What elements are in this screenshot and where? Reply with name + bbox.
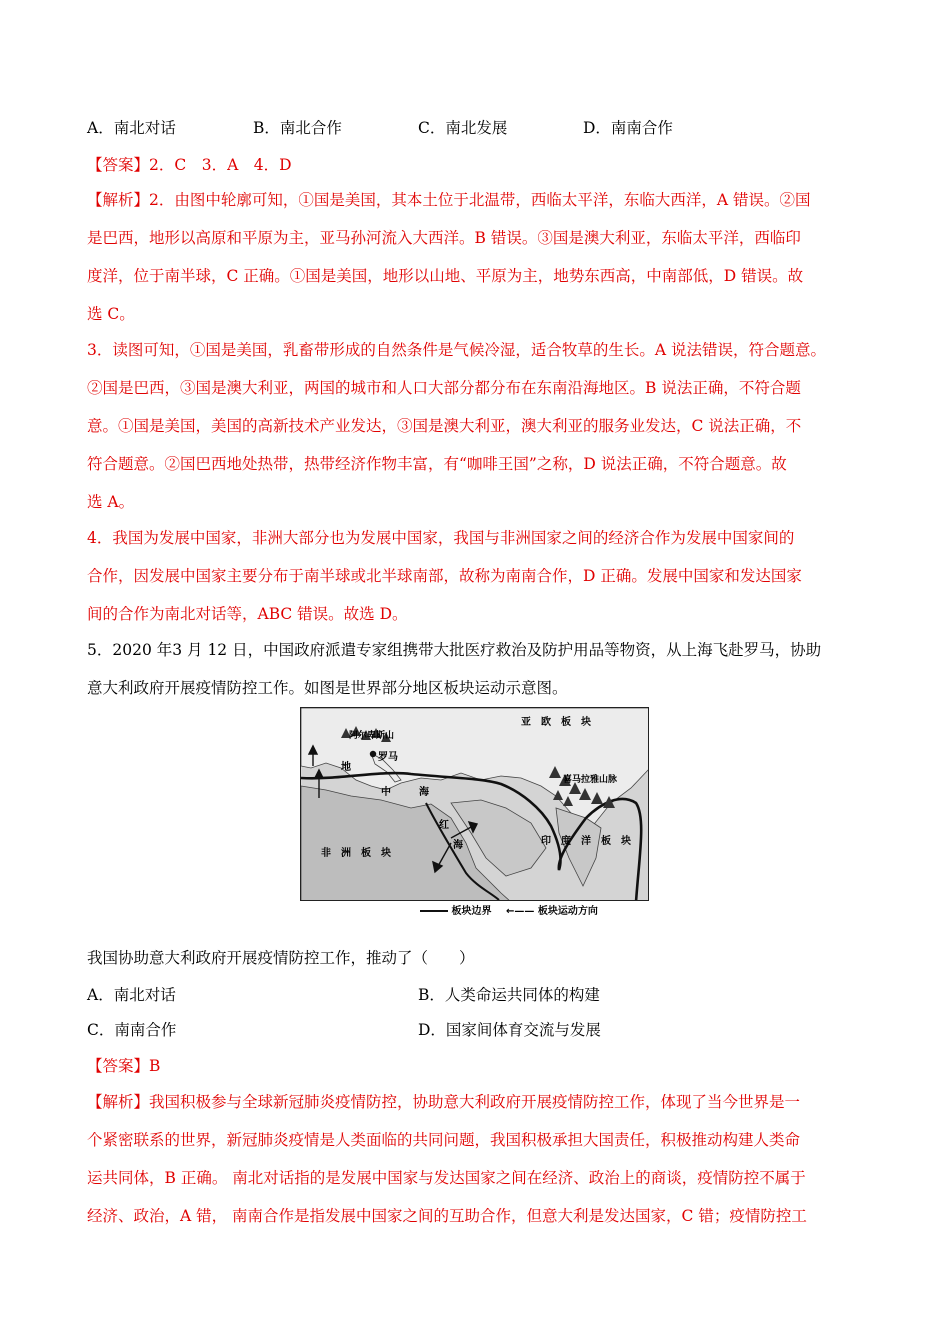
- option-c: C．南北发展: [418, 119, 508, 137]
- legend-boundary-label: 板块边界: [451, 906, 492, 917]
- legend-direction-label: 板块运动方向: [537, 906, 598, 917]
- label-himalaya: 喜马拉雅山脉: [563, 775, 618, 785]
- q5-option-a: A．南北对话: [87, 986, 176, 1004]
- label-alps: 阿尔卑斯山: [349, 731, 395, 741]
- q5-option-d: D．国家间体育交流与发展: [418, 1021, 601, 1039]
- label-red-sea-1: 红: [439, 820, 449, 831]
- analysis-2-line: 是巴西，地形以高原和平原为主，亚马孙河流入大西洋。B 错误。③国是澳大利亚，东临太平洋，西临印: [87, 229, 801, 247]
- analysis-4-line: 合作，因发展中国家主要分布于南半球或北半球南部，故称为南南合作，D 正确。发展中国家和发达国家: [87, 567, 802, 585]
- analysis-3-line: 选 A。: [87, 493, 135, 511]
- label-mediterranean-2: 中: [381, 787, 391, 798]
- label-mediterranean-1: 地: [341, 762, 351, 773]
- analysis-2-line: 度洋，位于南半球，C 正确。①国是美国，地形以山地、平原为主，地势东西高，中南部低，D 错误。故: [87, 267, 804, 285]
- option-a: A．南北对话: [87, 119, 176, 137]
- answer-5-line: 【答案】B: [87, 1057, 161, 1075]
- analysis-5-line: 【解析】我国积极参与全球新冠肺炎疫情防控，协助意大利政府开展疫情防控工作，体现了当今世界是一: [87, 1093, 801, 1111]
- option-b: B．南北合作: [253, 119, 342, 137]
- analysis-4-line: 4．我国为发展中国家，非洲大部分也为发展中国家，我国与非洲国家之间的经济合作为发展中国家间的: [87, 529, 795, 547]
- label-mediterranean-3: 海: [419, 787, 429, 798]
- analysis-3-line: 意。①国是美国，美国的高新技术产业发达，③国是澳大利亚，澳大利亚的服务业发达，C 说法正确，不: [87, 417, 802, 435]
- plate-map: [300, 707, 649, 901]
- analysis-3-line: 符合题意。②国巴西地处热带，热带经济作物丰富，有“咖啡王国”之称，D 说法正确，不符合题意。故: [87, 455, 787, 473]
- q5-option-b: B．人类命运共同体的构建: [418, 986, 600, 1004]
- legend-boundary: [420, 902, 491, 917]
- analysis-5-line: 经济、政治，A 错， 南南合作是指发展中国家之间的互助合作，但意大利是发达国家，C 错；疫情防控工: [87, 1207, 807, 1225]
- question-5-line: 意大利政府开展疫情防控工作。如图是世界部分地区板块运动示意图。: [87, 679, 568, 697]
- label-indian-plate: 印 度 洋 板 块: [541, 836, 631, 847]
- question-5-line: 5．2020 年3 月 12 日，中国政府派遣专家组携带大批医疗救治及防护用品等物资，从上海飞赴罗马，协助: [87, 641, 822, 659]
- plate-map-figure: [300, 707, 649, 917]
- question-5-stem: 我国协助意大利政府开展疫情防控工作，推动了（ ）: [87, 949, 475, 967]
- label-rome: 罗马: [378, 752, 398, 763]
- analysis-4-line: 间的合作为南北对话等，ABC 错误。故选 D。: [87, 605, 408, 623]
- boundary-line-icon: [420, 910, 448, 912]
- analysis-5-line: 个紧密联系的世界，新冠肺炎疫情是人类面临的共同问题，我国积极承担大国责任，积极推动构建人类命: [87, 1131, 801, 1149]
- q5-option-c: C．南南合作: [87, 1021, 177, 1039]
- analysis-2-line: 选 C。: [87, 305, 135, 323]
- answer-line: 【答案】2．C 3．A 4．D: [87, 156, 292, 174]
- legend-direction: [506, 902, 598, 917]
- analysis-3-line: ②国是巴西，③国是澳大利亚，两国的城市和人口大部分都分布在东南沿海地区。B 说法正确，不符合题: [87, 379, 801, 397]
- option-d: D．南南合作: [583, 119, 673, 137]
- analysis-5-line: 运共同体，B 正确。 南北对话指的是发展中国家与发达国家之间在经济、政治上的商谈，疫情防控不属于: [87, 1169, 806, 1187]
- label-african-plate: 非 洲 板 块: [321, 848, 391, 859]
- label-eurasia-plate: 亚 欧 板 块: [521, 717, 591, 728]
- analysis-2-line: 【解析】2．由图中轮廓可知，①国是美国，其本土位于北温带，西临太平洋，东临大西洋，A 错误。②国: [87, 191, 811, 209]
- arrow-left-icon: ←——: [506, 906, 535, 917]
- label-red-sea-2: 海: [453, 840, 463, 851]
- analysis-3-line: 3．读图可知，①国是美国，乳畜带形成的自然条件是气候冷湿，适合牧草的生长。A 说法错误，符合题意。: [87, 341, 826, 359]
